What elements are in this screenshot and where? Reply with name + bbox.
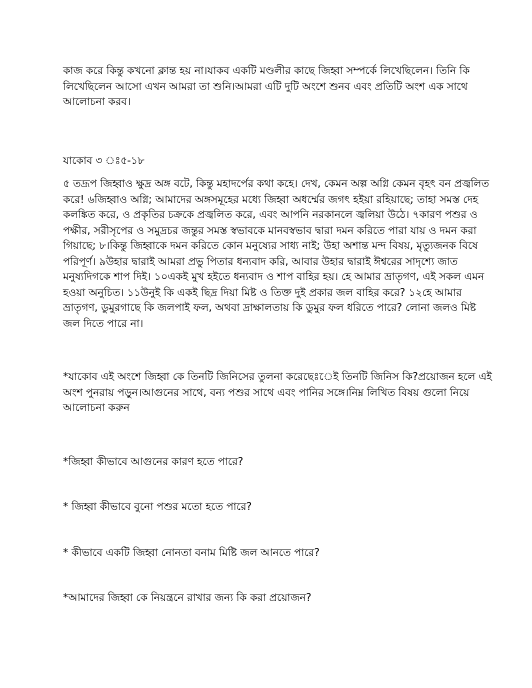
question-fire: *জিহ্বা কীভাবে আগুনের কারণ হতে পারে? xyxy=(63,455,244,468)
intro-paragraph: কাজ করে কিন্তু কখনো ক্লান্ত হয় না।যাকব একটি মণ্ডলীর কাছে জিহ্বা সম্পর্কে লিখেছিলেন। তিনি কি লিখেছিলেন আসো এখন আমরা তা শুনি।আমরা এটি দুটি অংশে শুনব এবং প্রতিটি অংশ এক সাথে আলোচনা করব। xyxy=(63,65,470,108)
question-control-tongue: *আমাদের জিহ্বা কে নিয়ন্ত্রনে রাখার জন্য কি করা প্রয়োজন? xyxy=(63,592,312,604)
document-page xyxy=(63,64,493,607)
question-salt-water: * কীভাবে একটি জিহ্বা নোনতা বনাম মিষ্টি জল আনতে পারে? xyxy=(63,546,320,559)
question-wild-animal: * জিহ্বা কীভাবে বুনো পশুর মতো হতে পারে? xyxy=(63,501,252,513)
passage-reference: যাকোব ৩ ঃ৫-১৮ xyxy=(63,154,145,167)
verse-paragraph: ৫ তদ্রূপ জিহ্বাও ক্ষুদ্র অঙ্গ বটে, কিন্তু মহাদর্পের কথা কহে। দেখ, কেমন অল্প অগ্নি কেমন বৃহৎ বন প্রজ্বলিত করে! ৬জিহ্বাও অগ্নি; আমাদের অঙ্গসমূহের মধ্যে জিহ্বা অধর্ম্মের জগৎ হইয়া রহিয়াছে; তাহা সমস্ত দেহ কলঙ্কিত করে, ও প্রকৃতির চক্রকে প্রজ্বলিত করে, এবং আপনি নরকানলে জ্বলিয়া উঠে। ৭কারণ পশুর ও পক্ষীর, সরীসৃপের ও সমুদ্রচর জন্তুর সমস্ত স্বভাবকে মানবস্বভাব দ্বারা দমন করিতে পারা যায় ও দমন করা গিয়াছে; ৮।কিন্তু জিহ্বাকে দমন করিতে কোন মনুষ্যের সাধ্য নাই; উহা অশান্ত মন্দ বিষয়, মৃত্যুজনক বিষে পরিপূর্ণ। ৯উহার দ্বারাই আমরা প্রভু পিতার ধন্যবাদ করি, আবার উহার দ্বারাই ঈশ্বরের সাদৃশ্যে জাত মনুষ্যদিগকে শাপ দিই। ১০একই মুখ হইতে ধন্যবাদ ও শাপ বাহির হয়। হে আমার ভ্রাতৃগণ, এই সকল এমন হওয়া অনুচিত। ১১উনুই কি একই ছিদ্র দিয়া মিষ্ট ও তিক্ত দুই প্রকার জল বাহির করে? ১২হে আমার ভ্রাতৃগণ, ডুমুরগাছে কি জলপাই ফল, অথবা দ্রাক্ষালতায় কি ডুমুর ফল ধরিতে পারে? লোনা জলও মিষ্ট জল দিতে পারে না। xyxy=(63,178,490,330)
discussion-note: *যাকোব এই অংশে জিহ্বা কে তিনটি জিনিসের তুলনা করেছেঃেই তিনটি জিনিস কি?প্রয়োজন হলে এই অংশ পুনরায় পড়ুন।আগুনের সাথে, বন্য পশুর সাথে এবং পানির সঙ্গে।নিম্ন লিখিত বিষয় গুলো নিয়ে আলোচনা করুন xyxy=(63,371,492,414)
